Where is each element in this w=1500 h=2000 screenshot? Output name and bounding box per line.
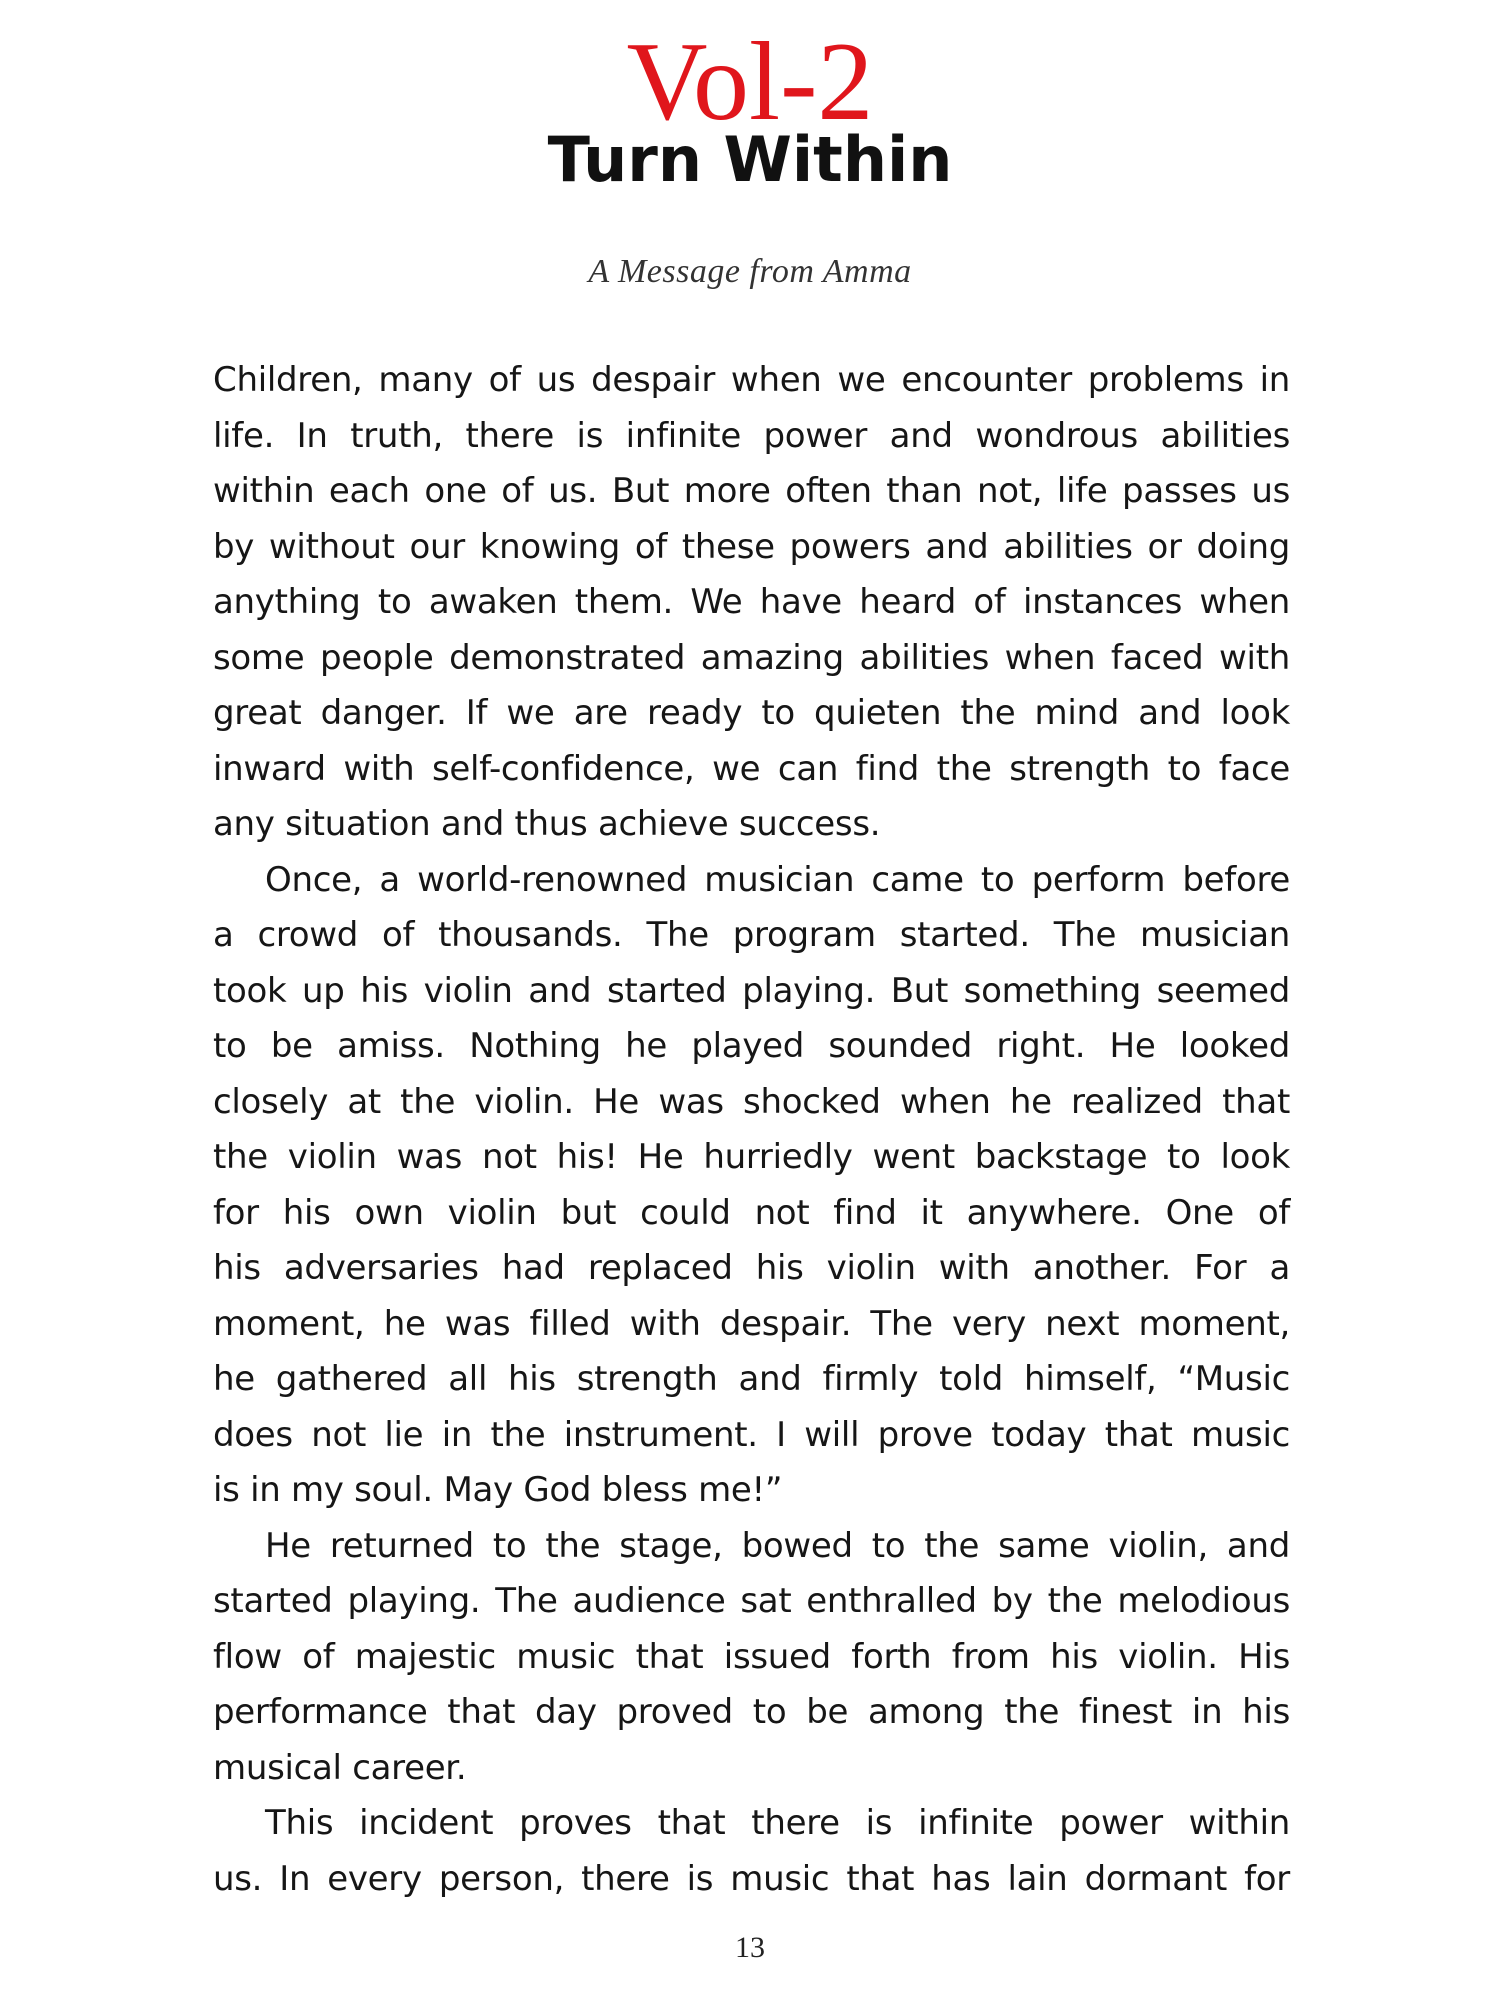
text-line: is in my soul. May God bless me!” bbox=[213, 1470, 783, 1510]
text-line: performance that day proved to be among the finest in his bbox=[213, 1692, 1290, 1732]
text-line: moment, he was filled with despair. The very next moment, bbox=[213, 1303, 1290, 1344]
text-line: musical career. bbox=[213, 1747, 467, 1788]
text-line: by without our knowing of these powers and abilities or doing bbox=[213, 526, 1290, 567]
chapter-subtitle: A Message from Amma bbox=[588, 253, 912, 290]
text-line: life. In truth, there is infinite power and wondrous abilities bbox=[213, 415, 1290, 456]
text-line: He returned to the stage, bowed to the same violin, and bbox=[265, 1525, 1290, 1566]
text-line: started playing. The audience sat enthralled by the melodious bbox=[213, 1581, 1290, 1621]
text-line: does not lie in the instrument. I will prove today that music bbox=[213, 1414, 1290, 1455]
text-line: he gathered all his strength and firmly told himself, “Music bbox=[213, 1359, 1290, 1399]
text-line: Children, many of us despair when we encounter problems in bbox=[213, 360, 1290, 400]
text-line: within each one of us. But more often than not, life passes us bbox=[213, 471, 1290, 511]
text-line: This incident proves that there is infinite power within bbox=[265, 1803, 1290, 1843]
paragraph-3 bbox=[213, 1519, 1290, 1797]
text-line: closely at the violin. He was shocked when he realized that bbox=[213, 1081, 1290, 1122]
text-line: to be amiss. Nothing he played sounded right. He looked bbox=[213, 1026, 1290, 1066]
volume-label: Vol-2 bbox=[626, 20, 874, 144]
body-text bbox=[213, 353, 1290, 1907]
page-number: 13 bbox=[735, 1931, 765, 1964]
text-line: Once, a world-renowned musician came to perform before bbox=[265, 859, 1290, 900]
text-line: inward with self-confidence, we can find the strength to face bbox=[213, 748, 1290, 789]
text-line: the violin was not his! He hurriedly went backstage to look bbox=[213, 1137, 1290, 1177]
text-line: us. In every person, there is music that has lain dormant for bbox=[213, 1858, 1290, 1899]
paragraph-2 bbox=[213, 853, 1290, 1519]
text-line: great danger. If we are ready to quieten the mind and look bbox=[213, 693, 1290, 733]
text-line: some people demonstrated amazing abilities when faced with bbox=[213, 637, 1290, 678]
text-line: for his own violin but could not find it anywhere. One of bbox=[213, 1192, 1290, 1233]
text-line: a crowd of thousands. The program started. The musician bbox=[213, 915, 1290, 955]
text-line: his adversaries had replaced his violin with another. For a bbox=[213, 1248, 1290, 1288]
text-line: any situation and thus achieve success. bbox=[213, 804, 881, 844]
text-line: took up his violin and started playing. But something seemed bbox=[213, 970, 1290, 1011]
paragraph-1 bbox=[213, 353, 1290, 853]
text-line: anything to awaken them. We have heard of instances when bbox=[213, 582, 1290, 622]
text-line: flow of majestic music that issued forth from his violin. His bbox=[213, 1636, 1290, 1677]
chapter-title: Turn Within bbox=[547, 123, 953, 196]
paragraph-4 bbox=[213, 1796, 1290, 1907]
